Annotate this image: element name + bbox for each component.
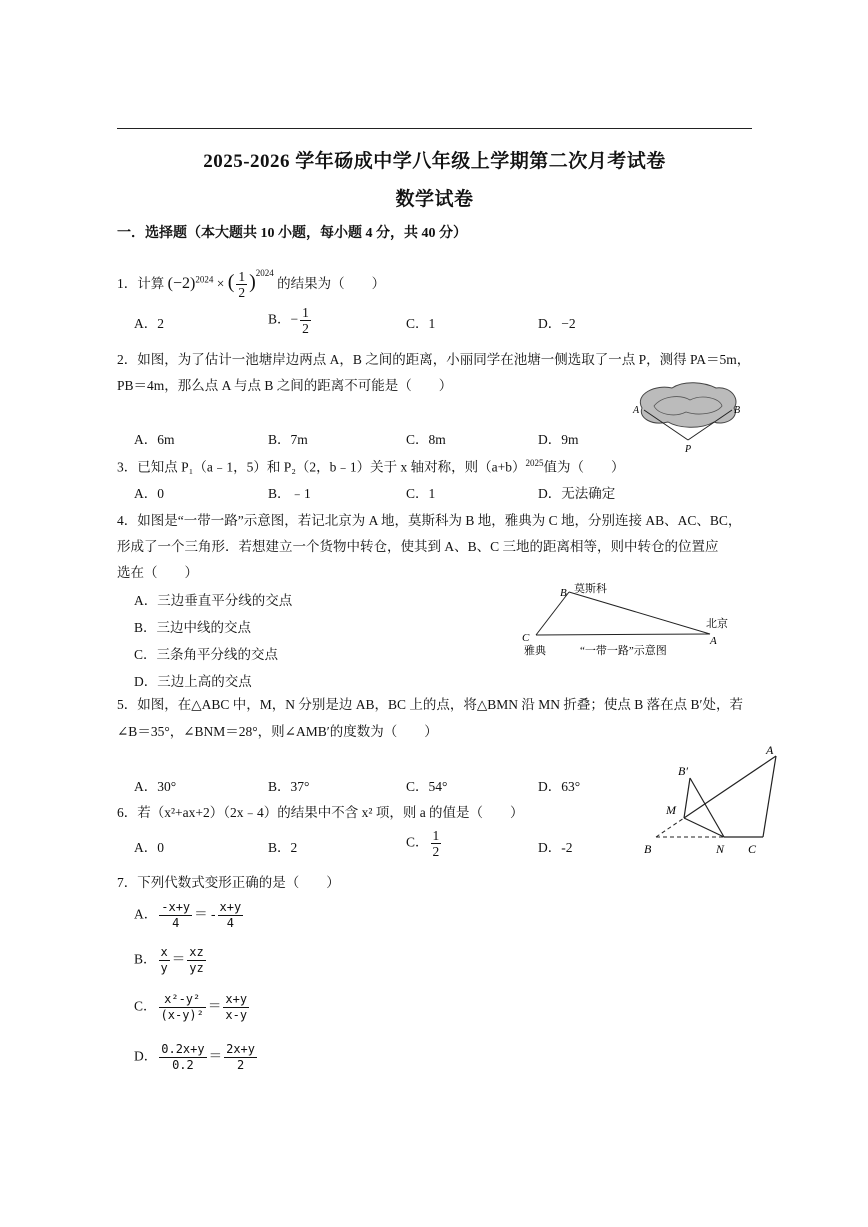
q6-option-a: A．0 <box>134 840 164 855</box>
q7-d-rnum: 2x+y <box>226 1042 256 1056</box>
q7-option-a <box>134 900 245 931</box>
question-4-line3: 选在（ ） <box>117 565 198 580</box>
q7-option-b <box>134 945 208 976</box>
q7-c-lden: (x-y)² <box>160 1008 204 1022</box>
pond-label-p: P <box>685 444 692 455</box>
q7-d-label: D． <box>134 1048 158 1064</box>
q1-option-b <box>268 305 313 336</box>
q7-d-lden: 0.2 <box>172 1058 194 1072</box>
q4-option-d: D．三边上高的交点 <box>134 674 252 689</box>
fold-triangle-figure <box>636 740 786 858</box>
page-subtitle: 数学试卷 <box>395 189 474 210</box>
silk-road-figure <box>518 578 768 660</box>
q7-c-rnum: x+y <box>225 992 248 1006</box>
silk-label-moscow: 莫斯科 <box>574 583 607 595</box>
q1-fraction <box>236 269 247 300</box>
q7-c-lnum: x²-y² <box>159 992 206 1008</box>
page-title: 2025-2026 学年砀成中学八年级上学期第二次月考试卷 <box>203 151 666 172</box>
pond-label-b: B <box>734 405 741 416</box>
fold-label-c: C <box>748 842 757 856</box>
question-4-line2: 形成了一个三角形．若想建立一个货物中转仓，使其到 A、B、C 三地的距离相等，则中转仓的位置应 <box>117 539 719 554</box>
q7-d-lnum: 0.2x+y <box>161 1042 205 1056</box>
question-7: 7．下列代数式变形正确的是（ ） <box>117 875 340 890</box>
q1-option-b-label: B． <box>268 311 291 327</box>
q2-option-c: C．8m <box>406 432 446 447</box>
q1-exp1: 2024 <box>195 274 214 285</box>
q6-option-c <box>406 828 443 859</box>
q1-times: × <box>216 276 225 291</box>
q6-option-b: B．2 <box>268 840 298 855</box>
q3-option-b: B．﹣1 <box>268 486 311 501</box>
q3-exp: 2025 <box>525 458 544 468</box>
q3-suffix: 值为（ ） <box>543 459 625 475</box>
q6-option-c-den: 2 <box>432 844 440 859</box>
q7-b-rnum: xz <box>189 945 204 959</box>
silk-label-b: B <box>560 587 567 599</box>
question-5-line2: ∠B＝35°，∠BNM＝28°，则∠AMB′的度数为（ ） <box>117 724 438 739</box>
q1-option-c: C．1 <box>406 316 436 331</box>
question-2-line2: PB＝4m，那么点 A 与点 B 之间的距离不可能是（ ） <box>117 378 453 393</box>
q7-option-c <box>134 992 251 1023</box>
q1-prefix: 1．计算 <box>117 276 165 291</box>
q7-a-rnum: x+y <box>219 900 242 914</box>
pond-label-a: A <box>633 405 640 416</box>
q7-b-rden: yz <box>189 961 204 975</box>
q7-a-rden: 4 <box>226 916 234 930</box>
q7-a-lnum: -x+y <box>161 900 191 914</box>
question-3 <box>117 451 625 480</box>
q7-c-rden: x-y <box>225 1008 248 1022</box>
q1-option-b-sign: − <box>290 311 299 327</box>
q7-b-label: B． <box>134 951 157 967</box>
fold-label-n: N <box>716 842 725 856</box>
q5-option-b: B．37° <box>268 779 310 794</box>
question-4-line1: 4．如图是“一带一路”示意图，若记北京为 A 地，莫斯科为 B 地，雅典为 C 地，分别连接 AB、AC、BC， <box>117 513 742 528</box>
q1-frac-den: 2 <box>238 285 246 301</box>
q6-option-d: D．-2 <box>538 840 573 855</box>
silk-label-athens: 雅典 <box>524 645 546 657</box>
silk-label-c: C <box>522 632 530 644</box>
q7-b-lnum: x <box>160 945 168 959</box>
question-2-line1: 2．如图，为了估计一池塘岸边两点 A，B 之间的距离，小丽同学在池塘一侧选取了一点 P，测得 PA＝5m， <box>117 352 751 367</box>
q7-b-lden: y <box>160 961 168 975</box>
header-rule <box>117 128 752 129</box>
q2-option-d: D．9m <box>538 432 579 447</box>
q7-option-d <box>134 1042 259 1073</box>
q1-option-b-num: 1 <box>302 305 309 320</box>
q3-text: 3．已知点 P₁（a﹣1，5）和 P₂（2，b﹣1）关于 x 轴对称，则（a+b） <box>117 459 526 475</box>
q1-option-b-den: 2 <box>302 321 309 336</box>
q7-c-mid: ＝ <box>207 998 222 1014</box>
question-1: 1．计算 $(-2)^{2024}$ × ( $\frac{1}{2}$ )$^{2024}$ 的结果为（ ） <box>117 268 386 301</box>
q7-c-label: C． <box>134 998 157 1014</box>
fold-label-m: M <box>666 803 676 817</box>
silk-caption: “一带一路”示意图 <box>580 645 667 657</box>
q7-a-lden: 4 <box>172 916 180 930</box>
q4-option-a: A．三边垂直平分线的交点 <box>134 593 293 608</box>
question-6: 6．若（x²+ax+2）（2x﹣4）的结果中不含 x² 项，则 a 的值是（ ） <box>117 805 524 820</box>
q1-option-d: D．−2 <box>538 316 576 331</box>
q4-option-c: C．三条角平分线的交点 <box>134 647 279 662</box>
fold-label-bprime: B′ <box>678 764 688 778</box>
q3-option-a: A．0 <box>134 486 164 501</box>
q3-option-c: C．1 <box>406 486 436 501</box>
pond-figure <box>628 378 748 456</box>
q7-b-mid: ＝ <box>171 951 186 967</box>
q5-option-d: D．63° <box>538 779 581 794</box>
q7-a-mid: ＝ - <box>194 906 216 922</box>
q1-option-a: A．2 <box>134 316 164 331</box>
question-5-line1: 5．如图，在△ABC 中，M，N 分别是边 AB，BC 上的点，将△BMN 沿 MN 折叠；使点 B 落在点 B′处，若 <box>117 697 744 712</box>
q5-option-a: A．30° <box>134 779 177 794</box>
q1-suffix: 的结果为（ ） <box>277 276 386 291</box>
q7-d-rden: 2 <box>236 1058 245 1072</box>
q3-option-d: D．无法确定 <box>538 486 616 501</box>
silk-label-a: A <box>710 635 717 647</box>
q6-option-c-num: 1 <box>432 828 440 843</box>
q1-exp2: 2024 <box>255 268 274 278</box>
q6-option-c-label: C． <box>406 834 429 850</box>
q5-option-c: C．54° <box>406 779 448 794</box>
silk-label-beijing: 北京 <box>706 618 728 630</box>
q1-base: (−2) <box>167 275 196 292</box>
q1-frac-num: 1 <box>238 269 246 285</box>
q7-d-mid: ＝ <box>208 1048 223 1064</box>
q4-option-b: B．三边中线的交点 <box>134 620 252 635</box>
q2-option-a: A．6m <box>134 432 175 447</box>
fold-label-b: B <box>644 842 652 856</box>
q2-option-b: B．7m <box>268 432 308 447</box>
fold-label-a: A <box>766 743 774 757</box>
section-heading: 一．选择题（本大题共 10 小题，每小题 4 分，共 40 分） <box>117 226 467 241</box>
q7-a-label: A． <box>134 906 158 922</box>
